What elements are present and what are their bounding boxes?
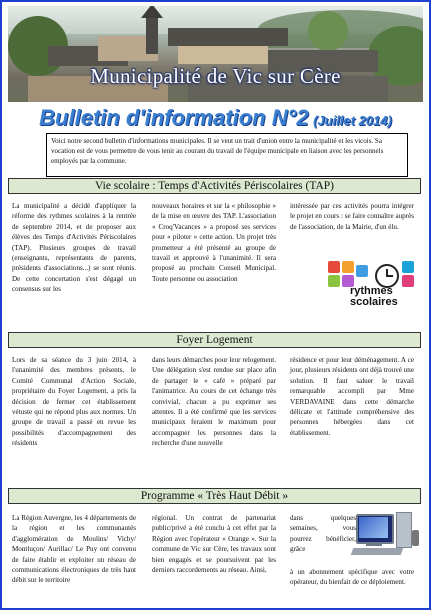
column-3-bottom: à un abonnement spécifique avec votre opérateur, du bienfait de ce déploiement. bbox=[290, 568, 414, 587]
logo-text: rythmes scolaires bbox=[350, 285, 398, 308]
column-3-top: dans quelques semaines, vous pourrez bénéficier, grâce bbox=[290, 514, 356, 554]
section-heading-tap: Vie scolaire : Temps d'Activités Périscolaires (TAP) bbox=[8, 178, 421, 194]
bulletin-title bbox=[2, 105, 429, 131]
section-heading-foyer: Foyer Logement bbox=[8, 332, 421, 348]
rythmes-scolaires-logo bbox=[328, 261, 418, 323]
column-3: résidence et pour leur déménagement. A ce jour, plusieurs résidents ont déjà trouvé une solution. Il faut saluer le travail remarquable accompli par Mme VERDAVAINE dans cette démarche délicate et l'attitude compréhensive des personnes hébergées dans cet établissement. bbox=[290, 356, 414, 437]
column-2: régional. Un contrat de partenariat public/privé a été conclu à cet effet par la Région avec l'opérateur « Orange ». Sur la commune de Vic sur Cère, les travaux sont bien engagés et se poursuivent par les derniers raccordements au réseau. Ainsi, bbox=[152, 514, 276, 575]
bulletin-number: Bulletin d'information N°2 bbox=[39, 105, 309, 130]
column-2: dans leurs démarches pour leur relogement. Une délégation s'est rendue sur place afin de partager le « café » préparé par l'animatrice. Au cours de cet échange très convivial, chacun a pu exprimer ses attentes. Il a été confirmé que les services municipaux feraient le maximum pour accompagner les personnes dans la recherche d'une nouvelle bbox=[152, 356, 276, 448]
intro-box: Voici notre second bulletin d'informations municipales. Il se veut un trait d'union entre la municipalité et les vicois. Sa vocation est de vous permettre de vous tenir au courant du travail de l'équipe municipale en liaison avec les personnels employés par la commune. bbox=[46, 133, 408, 177]
municipality-title: Municipalité de Vic sur Cère bbox=[90, 64, 341, 88]
bulletin-date: (Juillet 2014) bbox=[313, 113, 392, 128]
header-photo bbox=[8, 6, 423, 102]
column-3: intéressée par ces activités pourra intégrer le projet en cours : se faire connaître auprès de l'association, de la Mairie, d'un élu. bbox=[290, 202, 414, 231]
column-1: La municipalité a décidé d'appliquer la réforme des rythmes scolaires à la rentrée de septembre 2014, et de proposer aux élèves des Temps d'Activités Périscolaires (TAP). Plusieurs groupes de travail (enseignants, représentants de parents, présidents d'associations...) se sont réunis. De cette concertation s'est dégagé un consensus sur les bbox=[12, 202, 136, 294]
computer-illustration bbox=[350, 512, 424, 558]
column-2: nouveaux horaires et sur la « philosophie » de la mise en œuvre des TAP. L'association « Croq'Vacances » a proposé ses services pour « piloter » cette action. Un projet très prometteur a été présenté au groupe de travail et approuvé à l'unanimité. Il sera proposé au prochain Conseil Municipal. Toute personne ou association bbox=[152, 202, 276, 283]
column-1: La Région Auvergne, les 4 départements de la région et les communautés d'agglomération de Moulins/ Vichy/ Montluçon/ Aurillac/ Le Puy ont convenu de faire établir et exploiter un réseau de communications électroniques de très haut débit sur le territoire bbox=[12, 514, 136, 585]
column-1: Lors de sa séance du 3 juin 2014, à l'unanimité des membres présents, le Comité Communal d'Action Sociale, propriétaire du Foyer Logement, a pris la décision de fermer cet établissement vétuste qui ne répond plus aux normes. Un groupe de travail a passé en revue les possibilités d'accompagnement des résidents bbox=[12, 356, 136, 448]
section-heading-thd: Programme « Très Haut Débit » bbox=[8, 488, 421, 504]
